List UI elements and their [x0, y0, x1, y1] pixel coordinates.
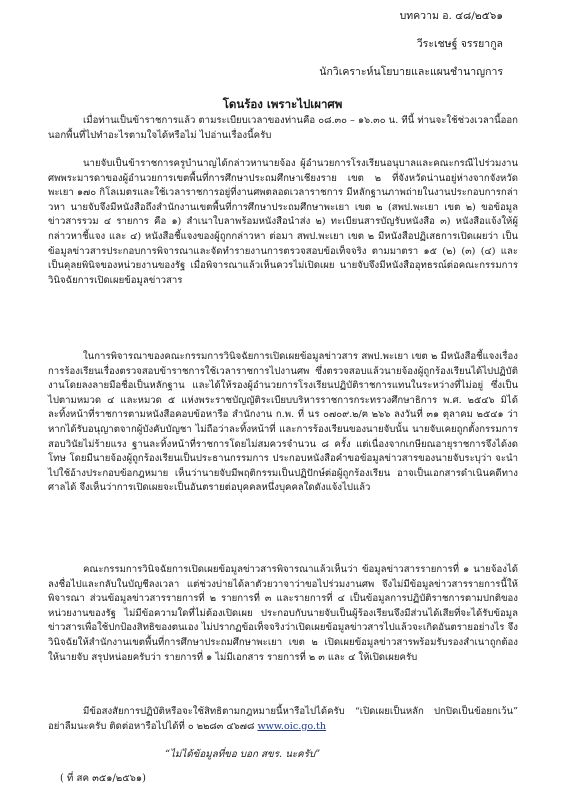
paragraph-contact — [48, 705, 518, 734]
paragraph-intro: เมื่อท่านเป็นข้าราชการแล้ว ตามระเบียบเวลาของท่านคือ ๐๘.๓๐ – ๑๖.๓๐ น. ทีนี้ ท่านจะใช้ช่วงเวลานี้ออกนอกพื้นที่ไปทำอะไรตามใจได้หรือไม่ ไปอ่านเรื่องนี้ครับ — [48, 115, 518, 141]
document-reference: ( ที่ สค ๓๕๑/๒๕๖๑) — [60, 773, 146, 784]
closing-slogan: “ไม่ได้ข้อมูลที่ขอ บอก สขร. นะครับ” — [165, 749, 321, 760]
article-reference: บทความ อ. ๔๘/๒๕๖๑ — [399, 10, 503, 22]
article-title: โดนร้อง เพราะไปเผาศพ — [222, 97, 343, 111]
contact-phone: ๐ ๒๒๘๓ ๔๖๗๘ — [187, 720, 255, 732]
paragraph-case: นายจับเป็นข้าราชการครูบำนาญได้กล่าวหานายจ้อง ผู้อำนวยการโรงเรียนอนุบาลและคณะกรณีไปร่วมงานศพพระมารดาของผู้อำนวยการเขตพื้นที่การศึกษาประถมศึกษาเชียงราย เขต ๒ ที่จังหวัดน่านอยู่ห่างจากจังหวัดพะเยา ๑๗๐ กิโลเมตรและใช้เวลาราชการอยู่ที่งานศพตลอดเวลาราชการ มีหลักฐานภาพถ่ายในงานประกอบการกล่าวหา นายจับจึงมีหนังสือถึงสำนักงานเขตพื้นที่การศึกษาประถมศึกษาพะเยา เขต ๒ (สพป.พะเยา เขต ๒) ขอข้อมูลข่าวสารรวม ๔ รายการ คือ ๑) สำเนาใบลาพร้อมหนังสือนำส่ง ๒) ทะเบียนสารบัญรับหนังสือ ๓) หนังสือแจ้งให้ผู้กล่าวหาชี้แจง และ ๔) หนังสือชี้แจงของผู้ถูกกล่าวหา ต่อมา สพป.พะเยา เขต ๒ มีหนังสือปฏิเสธการเปิดเผยว่า เป็นข้อมูลข่าวสารประกอบการพิจารณาและจัดทำรายงานการตรวจสอบข้อเท็จจริง ตามมาตรา ๑๕ (๒) (๓) (๔) และเป็นคุลยพินิจของหน่วยงานของรัฐ เมื่อพิจารณาแล้วเห็นควรไม่เปิดเผย นายจับจึงมีหนังสืออุทธรณ์ต่อคณะกรรมการวินิจฉัยการเปิดเผยข้อมูลข่าวสาร — [48, 158, 518, 286]
contact-text: มีข้อสงสัยการปฏิบัติหรือจะใช้สิทธิตามกฎหมายนี้หารือไปได้ครับ “เปิดเผยเป็นหลัก ปกปิดเป็นข้อยกเว้น” อย่าลืมนะครับ ติดต่อหารือไปได้ที่ — [48, 706, 518, 732]
paragraph-committee-review: ในการพิจารณาของคณะกรรมการวินิจฉัยการเปิดเผยข้อมูลข่าวสาร สพป.พะเยา เขต ๒ มีหนังสือชี้แจงเรื่องการร้องเรียนเรื่องตรวจสอบข้าราชการใช้เวลาราชการไปงานศพ ซึ่งตรวจสอบแล้วนายจ้องผู้ถูกร้องเรียนได้ไปปฏิบัติงานโดยลงลายมือชื่อเป็นหลักฐาน และได้ให้รองผู้อำนวยการโรงเรียนปฏิบัติราชการแทนในระหว่างที่ไม่อยู่ ซึ่งเป็นไปตามหมวด ๔ และหมวด ๕ แห่งพระราชบัญญัติระเบียบบริหารราชการกระทรวงศึกษาธิการ พ.ศ. ๒๕๔๖ มิได้ละทิ้งหน้าที่ราชการตามหนังสือคอบข้อหารือ สำนักงาน ก.พ. ที่ นร ๐๗๐๙.๒/ฅ ๒๖๖ ลงวันที่ ๓๑ ตุลาคม ๒๕๔๑ ว่าหากได้รับอนุญาตจากผู้บังคับบัญชา ไม่ถือว่าละทิ้งหน้าที่ และการร้องเรียนของนายจับนั้น นายจับเคยถูกตั้งกรรมการสอบวินัยไม่ร้ายแรง ฐานละทิ้งหน้าที่ราชการโดยไม่สมควรจำนวน ๘ ครั้ง แต่เนื่องจากเกษียณอายุราชการจึงได้งดโทษ โดยมีนายจ้องผู้ถูกร้องเรียนเป็นประธานกรรมการ ประกอบหนังสือคำขอข้อมูลข่าวสารของนายจับระบุว่า จะนำไปใช้อ้างประกอบข้อกฎหมาย เห็นว่านายจับมีพฤติกรรมเป็นปฏิปักษ์ต่อผู้ถูกร้องเรียน อาจเป็นเอกสารดำเนินคดีทางศาลได้ จึงเห็นว่าการเปิดเผยจะเป็นอันตรายต่อบุคคลหนึ่งบุคคลใดดังแจ้งไปแล้ว — [48, 351, 518, 494]
paragraph-decision: คณะกรรมการวินิจฉัยการเปิดเผยข้อมูลข่าวสารพิจารณาแล้วเห็นว่า ข้อมูลข่าวสารรายการที่ ๑ นายจ้องได้ลงชื่อไปและกลับในบัญชีลงเวลา แต่ช่วงบ่ายได้ลาตัวยวาจาว่าขอไปร่วมงานศพ จึงไม่มีข้อมูลข่าวสารรายการนี้ให้พิจารณา ส่วนข้อมูลข่าวสารรายการที่ ๒ รายการที่ ๓ และรายการที่ ๔ เป็นข้อมูลการปฏิบัติราชการตามปกติของหน่วยงานของรัฐ ไม่มีข้อความใดที่ไม่ต้องเปิดเผย ประกอบกับนายจับเป็นผู้ร้องเรียนจึงมีส่วนได้เสียที่จะได้รับข้อมูลข่าวสารเพื่อใช้ปกป้องสิทธิของตนเอง ไม่ปรากฏข้อเท็จจริงว่าเปิดเผยข้อมูลข่าวสารไปแล้วจะเกิดอันตรายอย่างไร จึงวินิจฉัยให้สำนักงานเขตพื้นที่การศึกษาประถมศึกษาพะเยา เขต ๒ เปิดเผยข้อมูลข่าวสารพร้อมรับรองสำเนาถูกต้องให้นายจับ สรุปหน่อยครับว่า รายการที่ ๑ ไม่มีเอกสาร รายการที่ ๒ ๓ และ ๔ ให้เปิดเผยครับ — [48, 564, 518, 663]
author-name: วีระเชษฐ์ จรรยากูล — [416, 38, 503, 50]
oic-website-link[interactable]: www.oic.go.th — [257, 720, 327, 732]
author-position: นักวิเคราะห์นโยบายและแผนชำนาญการ — [319, 66, 503, 78]
